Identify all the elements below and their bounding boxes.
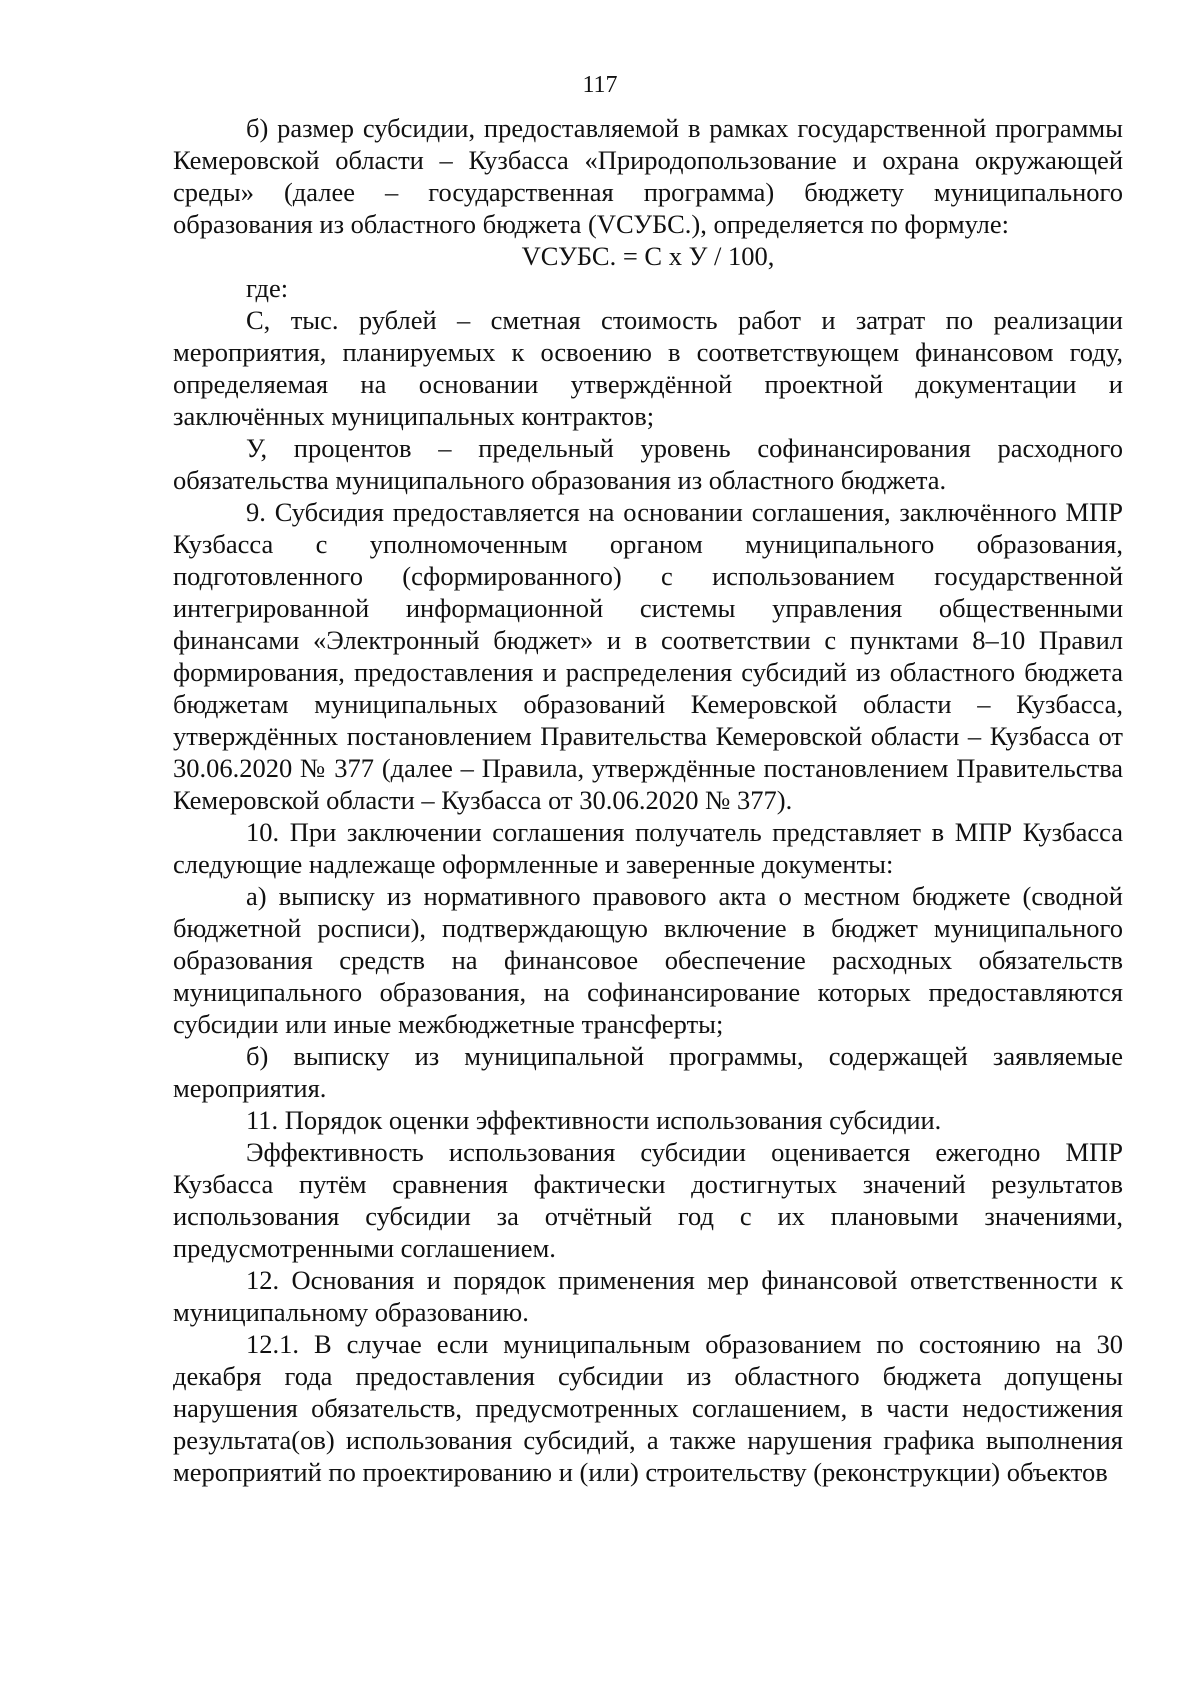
paragraph-definition-c: С, тыс. рублей – сметная стоимость работ и затрат по реализации мероприятия, планируемых к освоению в соответствующем финансовом году, определяемая на основании утверждённой проектной документации и заключённых муниципальных контрактов; [173, 305, 1123, 431]
paragraph-subsidy-size: б) размер субсидии, предоставляемой в рамках государственной программы Кемеровской области – Кузбасса «Природопользование и охрана окружающей среды» (далее – государственная программа) бюджету муниципального образования из областного бюджета (VСУБС.), определяется по формуле: [173, 113, 1123, 239]
paragraph-item-11: 11. Порядок оценки эффективности использования субсидии. [246, 1105, 942, 1135]
paragraph-where: где: [246, 273, 289, 303]
paragraph-definition-u: У, процентов – предельный уровень софинансирования расходного обязательства муниципального образования из областного бюджета. [173, 433, 1123, 495]
formula: VСУБС. = С х У / 100, [521, 241, 775, 271]
document-body [173, 112, 1123, 1488]
paragraph-item-12: 12. Основания и порядок применения мер финансовой ответственности к муниципальному образованию. [173, 1265, 1123, 1327]
paragraph-item-9: 9. Субсидия предоставляется на основании соглашения, заключённого МПР Кузбасса с уполномоченным органом муниципального образования, подготовленного (сформированного) с использованием государственной интегрированной информационной системы управления общественными финансами «Электронный бюджет» и в соответствии с пунктами 8–10 Правил формирования, предоставления и распределения субсидий из областного бюджета бюджетам муниципальных образований Кемеровской области – Кузбасса, утверждённых постановлением Правительства Кемеровской области – Кузбасса от 30.06.2020 № 377 (далее – Правила, утверждённые постановлением Правительства Кемеровской области – Кузбасса от 30.06.2020 № 377). [173, 497, 1123, 815]
paragraph-item-12-1: 12.1. В случае если муниципальным образованием по состоянию на 30 декабря года предоставления субсидии из областного бюджета допущены нарушения обязательств, предусмотренных соглашением, в части недостижения результата(ов) использования субсидий, а также нарушения графика выполнения мероприятий по проектированию и (или) строительству (реконструкции) объектов [173, 1329, 1123, 1487]
paragraph-item-10: 10. При заключении соглашения получатель представляет в МПР Кузбасса следующие надлежаще оформленные и заверенные документы: [173, 817, 1123, 879]
paragraph-item-10-a: а) выписку из нормативного правового акта о местном бюджете (сводной бюджетной росписи), подтверждающую включение в бюджет муниципального образования средств на финансовое обеспечение расходных обязательств муниципального образования, на софинансирование которых предоставляются субсидии или иные межбюджетные трансферты; [173, 881, 1123, 1039]
page-number: 117 [582, 72, 618, 98]
paragraph-item-10-b: б) выписку из муниципальной программы, содержащей заявляемые мероприятия. [173, 1041, 1123, 1103]
paragraph-efficiency: Эффективность использования субсидии оценивается ежегодно МПР Кузбасса путём сравнения фактически достигнутых значений результатов использования субсидии за отчётный год с их плановыми значениями, предусмотренными соглашением. [173, 1137, 1123, 1263]
